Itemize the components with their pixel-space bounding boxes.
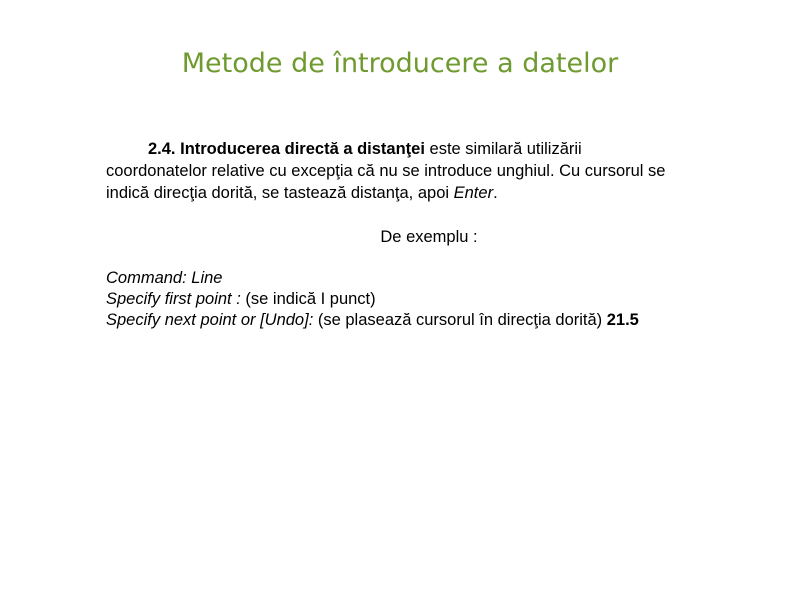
paragraph-line-1-text: este similară utilizării	[424, 140, 582, 158]
command-note-first-point: (se indică I punct)	[240, 290, 376, 308]
example-label: De exemplu :	[380, 228, 478, 246]
paragraph-line-3	[106, 182, 766, 204]
command-note-next-point: (se plasează cursorul în direcţia dorită)	[313, 311, 607, 329]
paragraph-line-1	[106, 138, 766, 160]
command-prompt-first-point: Specify first point :	[106, 290, 241, 308]
command-example	[106, 268, 786, 331]
command-line-2	[106, 289, 786, 310]
command-line-1: Command: Line	[106, 269, 223, 287]
slide-title: Metode de întroducere a datelor	[181, 48, 619, 79]
description-paragraph	[106, 138, 766, 204]
paragraph-line-3-end: .	[493, 184, 498, 202]
distance-value: 21.5	[606, 311, 639, 329]
paragraph-line-3-text: indică direcţia dorită, se tastează distanţa, apoi	[106, 184, 454, 202]
section-heading: 2.4. Introducerea directă a distanţei	[148, 140, 425, 158]
enter-key-text: Enter	[453, 184, 494, 202]
command-prompt-next-point: Specify next point or [Undo]:	[106, 311, 314, 329]
command-line-3	[106, 310, 786, 331]
paragraph-line-2: coordonatelor relative cu excepţia că nu se introduce unghiul. Cu cursorul se	[106, 162, 666, 180]
